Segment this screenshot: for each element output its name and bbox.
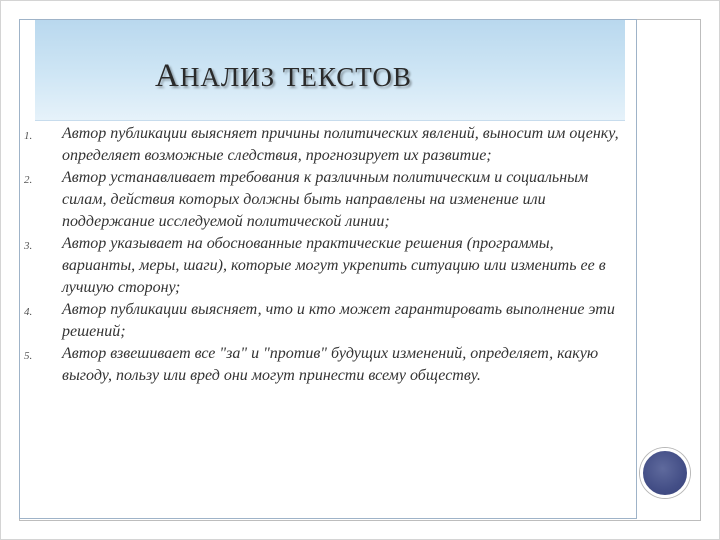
slide-title-rest: НАЛИЗ ТЕКСТОВ [179, 62, 412, 92]
list-item [24, 299, 624, 343]
list-item [24, 343, 624, 387]
list-item-number: 5. [24, 350, 33, 362]
list-item-text: Автор устанавливает требования к различным политическим и социальным силам, действия которых должны быть направлены на изменение или поддержание исследуемой политической линии; [62, 169, 589, 230]
numbered-list [24, 123, 624, 387]
list-item-text: Автор публикации выясняет причины политических явлений, выносит им оценку, определяет возможные следствия, прогнозирует их развитие; [62, 125, 619, 164]
list-item [24, 123, 624, 167]
list-item-number: 4. [24, 306, 33, 318]
list-item-text: Автор публикации выясняет, что и кто может гарантировать выполнение эти решений; [62, 301, 615, 340]
decorative-circle [640, 448, 690, 498]
list-item-number: 3. [24, 240, 33, 252]
list-item-text: Автор взвешивает все "за" и "против" будущих изменений, определяет, какую выгоду, пользу или вред они могут принести всему обществу. [62, 345, 599, 384]
list-item-number: 1. [24, 130, 33, 142]
list-item-number: 2. [24, 174, 33, 186]
list-item [24, 167, 624, 233]
list-item [24, 233, 624, 299]
slide-title-initial: А [155, 58, 180, 94]
list-item-text: Автор указывает на обоснованные практические решения (программы, варианты, меры, шаги), которые могут укрепить ситуацию или изменить ее в лучшую сторону; [62, 235, 606, 296]
slide-title [155, 58, 515, 95]
